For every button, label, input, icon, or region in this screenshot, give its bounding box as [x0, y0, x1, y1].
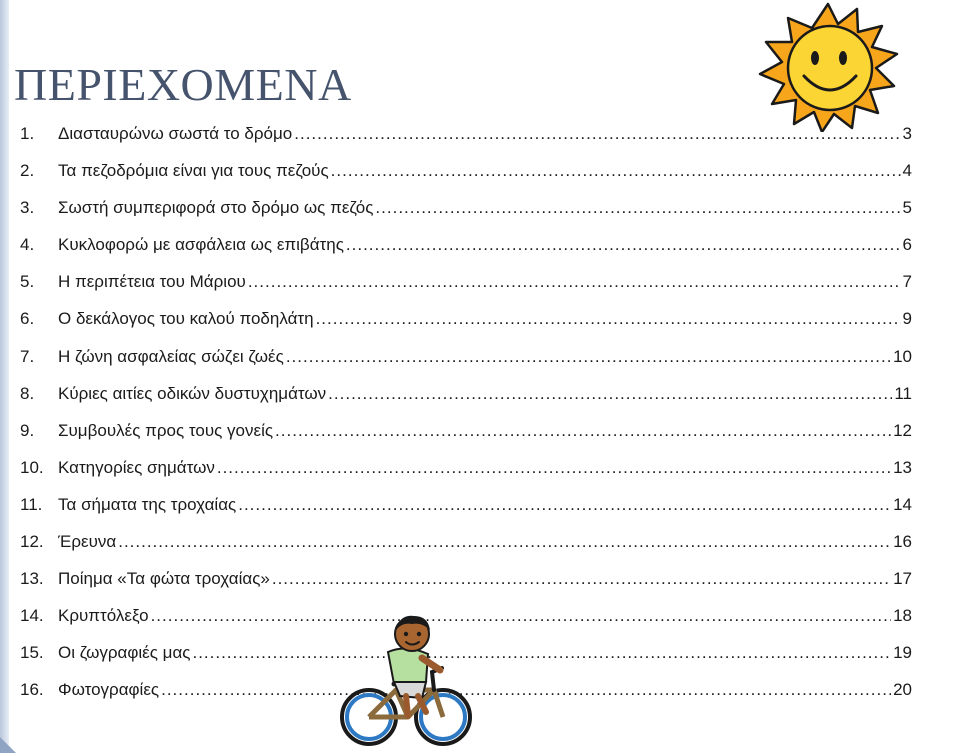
toc-entry-title: Οι ζωγραφιές μας [58, 643, 191, 663]
smiling-sun-icon [742, 0, 914, 132]
toc-entry-page: 17 [893, 569, 912, 589]
toc-entry-number: 8. [20, 383, 35, 403]
toc-entry-title: Διασταυρώνω σωστά το δρόμο [58, 124, 293, 143]
toc-entry-page: 19 [893, 643, 912, 663]
dot-leader [286, 347, 891, 367]
toc-entry-title: Η περιπέτεια του Μάριου [58, 272, 246, 292]
dot-leader [375, 198, 900, 218]
toc-entry-page: 3 [902, 124, 912, 143]
toc-entry-title: Σωστή συμπεριφορά στο δρόμο ως πεζός [58, 198, 374, 218]
toc-entry[interactable] [20, 235, 912, 272]
toc-entry-number: 12. [20, 532, 44, 552]
toc-entry-number: 10. [20, 457, 44, 477]
toc-entry-page: 11 [894, 383, 912, 403]
toc-entry-number: 7. [20, 346, 35, 366]
dot-leader [217, 458, 891, 478]
dot-leader [161, 680, 891, 700]
toc-entry-page: 7 [902, 272, 912, 292]
toc-entry-page: 9 [902, 309, 912, 329]
boy-shirt [388, 648, 428, 684]
toc-entry-number: 1. [20, 124, 35, 143]
toc-entry[interactable] [20, 421, 912, 458]
boy-on-bicycle-icon [336, 612, 476, 753]
dot-leader [238, 495, 891, 515]
toc-entry-page: 18 [893, 606, 912, 626]
toc-entry-page: 10 [893, 346, 912, 366]
toc-entry-title: Η ζώνη ασφαλείας σώζει ζωές [58, 346, 284, 366]
toc-entry-title: Κατηγορίες σημάτων [58, 457, 215, 477]
toc-entry[interactable] [20, 532, 912, 569]
toc-entry-title: Ο δεκάλογος του καλού ποδηλάτη [58, 309, 314, 329]
toc-entry-page: 6 [902, 235, 912, 255]
sun-left-eye [811, 51, 819, 65]
toc-entry-title: Κυκλοφορώ με ασφάλεια ως επιβάτης [58, 235, 344, 255]
dot-leader [118, 532, 891, 552]
toc-entry-page: 16 [893, 532, 912, 552]
boy-shorts [394, 682, 426, 698]
toc-entry-title: Φωτογραφίες [58, 680, 160, 700]
toc-entry-number: 15. [20, 643, 44, 663]
sun-face [788, 26, 872, 110]
toc-entry-page: 14 [893, 494, 912, 514]
toc-entry-page: 5 [902, 198, 912, 218]
toc-entry-title: Τα σήματα της τροχαίας [58, 494, 237, 514]
toc-entry[interactable] [20, 384, 912, 421]
toc-entry-title: Τα πεζοδρόμια είναι για τους πεζούς [58, 161, 329, 181]
dot-leader [272, 569, 891, 589]
page-title: ΠΕΡΙΕΧΟΜΕΝΑ [14, 59, 352, 110]
toc-entry-page: 13 [893, 457, 912, 477]
toc-entry[interactable] [20, 272, 912, 309]
toc-entry-number: 13. [20, 569, 44, 589]
toc-entry-title: Ποίημα «Τα φώτα τροχαίας» [58, 569, 270, 589]
toc-entry-page: 20 [893, 680, 912, 700]
toc-entry-title: Κρυπτόλεξο [58, 606, 149, 626]
toc-entry-number: 6. [20, 309, 35, 329]
toc-entry[interactable] [20, 569, 912, 606]
toc-entry-number: 9. [20, 420, 35, 440]
toc-entry-page: 4 [902, 161, 912, 181]
toc-entry-title: Συμβουλές προς τους γονείς [58, 420, 274, 440]
toc-entry-number: 4. [20, 235, 35, 255]
sun-right-eye [839, 51, 847, 65]
corner-triangle-decoration [0, 737, 16, 753]
toc-entry[interactable] [20, 198, 912, 235]
dot-leader [316, 309, 901, 329]
toc-entry-number: 14. [20, 606, 44, 626]
dot-leader [328, 384, 892, 404]
dot-leader [248, 272, 901, 292]
toc-entry-page: 12 [893, 420, 912, 440]
toc-entry-title: Έρευνα [58, 532, 117, 552]
toc-entry[interactable] [20, 495, 912, 532]
toc-entry-number: 2. [20, 161, 35, 181]
toc-entry-number: 5. [20, 272, 35, 292]
toc-entry-number: 11. [20, 494, 43, 514]
dot-leader [346, 235, 901, 255]
toc-entry[interactable] [20, 458, 912, 495]
toc-entry[interactable] [20, 347, 912, 384]
toc-entry-title: Κύριες αιτίες οδικών δυστυχημάτων [58, 383, 327, 403]
dot-leader [151, 606, 892, 626]
toc-entry[interactable] [20, 161, 912, 198]
toc-entry-number: 3. [20, 198, 35, 218]
dot-leader [331, 161, 901, 181]
dot-leader [192, 643, 891, 663]
left-decorative-bar [0, 0, 9, 753]
toc-entry[interactable] [20, 309, 912, 346]
dot-leader [275, 421, 891, 441]
toc-entry-number: 16. [20, 680, 44, 700]
